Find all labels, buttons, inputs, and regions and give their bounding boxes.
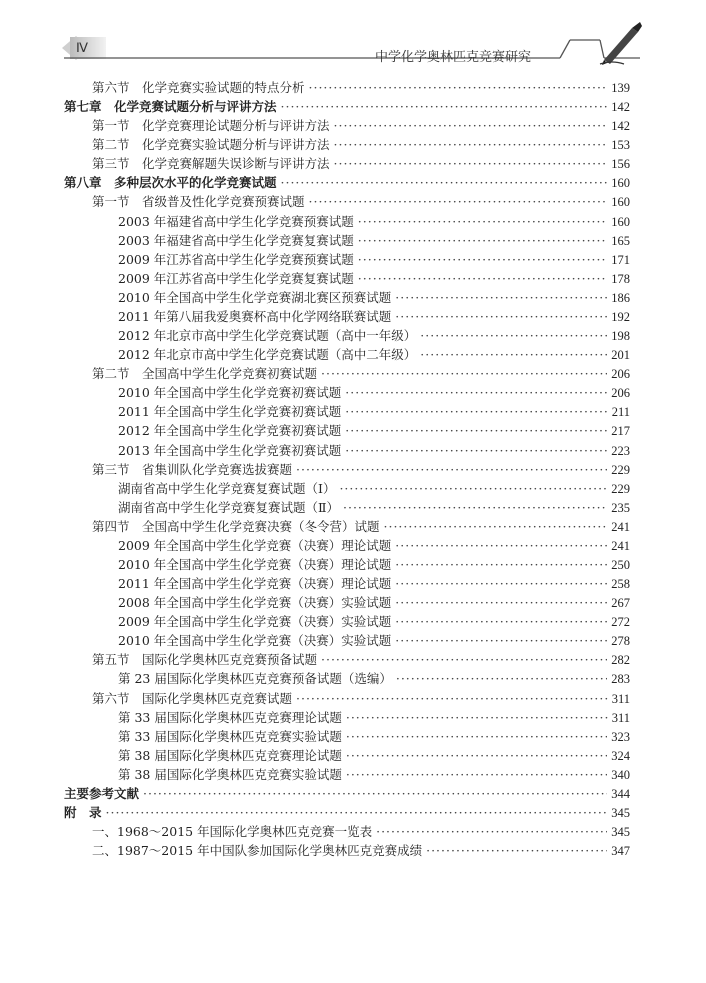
toc-section-entry bbox=[92, 689, 630, 708]
toc-item-entry bbox=[118, 326, 630, 345]
toc-entry-page: 217 bbox=[611, 424, 630, 439]
dot-leader bbox=[384, 519, 608, 534]
toc-entry-title: 第六节 化学竞赛实验试题的特点分析 bbox=[92, 80, 305, 95]
toc-entry-title: 二、1987～2015 年中国队参加国际化学奥林匹克竞赛成绩 bbox=[92, 843, 423, 859]
dot-leader bbox=[345, 385, 607, 400]
dot-leader bbox=[420, 347, 607, 362]
dot-leader bbox=[395, 576, 607, 591]
toc-entry-title: 湖南省高中学生化学竞赛复赛试题（Ⅱ） bbox=[118, 499, 339, 515]
toc-entry-page: 142 bbox=[611, 119, 630, 134]
toc-item-entry bbox=[118, 536, 630, 555]
dot-leader bbox=[309, 80, 608, 95]
dot-leader bbox=[395, 614, 607, 629]
dot-leader bbox=[346, 710, 608, 725]
toc-item-entry bbox=[118, 402, 630, 421]
toc-entry-title: 第 38 届国际化学奥林匹克竞赛理论试题 bbox=[118, 747, 342, 763]
dot-leader bbox=[143, 786, 607, 801]
toc-section-entry bbox=[92, 135, 630, 154]
toc-entry-title: 2011 年第八届我爱奥赛杯高中化学网络联赛试题 bbox=[118, 308, 392, 324]
toc-entry-page: 282 bbox=[611, 653, 630, 668]
toc-chapter-entry bbox=[64, 97, 630, 116]
toc-entry-page: 165 bbox=[611, 233, 630, 248]
dot-leader bbox=[296, 462, 607, 477]
dot-leader bbox=[321, 652, 607, 667]
toc-entry-page: 311 bbox=[611, 710, 630, 725]
toc-item-entry bbox=[118, 746, 630, 765]
toc-entry-title: 第七章 化学竞赛试题分析与评讲方法 bbox=[64, 99, 277, 115]
toc-entry-title: 2003 年福建省高中学生化学竞赛预赛试题 bbox=[118, 213, 354, 229]
toc-entry-page: 258 bbox=[611, 577, 630, 592]
toc-entry-title: 第四节 全国高中学生化学竞赛决赛（冬令营）试题 bbox=[92, 518, 380, 534]
dot-leader bbox=[395, 595, 607, 610]
toc-entry-page: 160 bbox=[611, 195, 630, 210]
toc-entry-title: 第 33 届国际化学奥林匹克竞赛实验试题 bbox=[118, 728, 342, 744]
dot-leader bbox=[334, 118, 608, 133]
toc-entry-page: 171 bbox=[611, 252, 630, 267]
pen-icon bbox=[598, 20, 644, 66]
toc-entry-title: 第 38 届国际化学奥林匹克竞赛实验试题 bbox=[118, 766, 342, 782]
toc-entry-title: 第 23 届国际化学奥林匹克竞赛预备试题（选编） bbox=[118, 671, 392, 687]
toc-section-entry bbox=[92, 517, 630, 536]
toc-entry-title: 2013 年全国高中学生化学竞赛初赛试题 bbox=[118, 442, 342, 458]
toc-section-entry bbox=[92, 192, 630, 211]
toc-entry-title: 2012 年北京市高中学生化学竞赛试题（高中一年级） bbox=[118, 328, 417, 344]
dot-leader bbox=[281, 99, 608, 114]
dot-leader bbox=[358, 252, 607, 267]
toc-entry-title: 第六节 国际化学奥林匹克竞赛试题 bbox=[92, 690, 293, 706]
page-header bbox=[0, 0, 706, 80]
toc-entry-title: 第一节 化学竞赛理论试题分析与评讲方法 bbox=[92, 118, 330, 134]
toc-item-entry bbox=[118, 421, 630, 440]
toc-entry-title: 第 33 届国际化学奥林匹克竞赛理论试题 bbox=[118, 709, 342, 725]
dot-leader bbox=[343, 500, 607, 515]
toc-entry-title: 2010 年全国高中学生化学竞赛初赛试题 bbox=[118, 385, 342, 401]
toc-entry-page: 198 bbox=[611, 329, 630, 344]
toc-entry-title: 2011 年全国高中学生化学竞赛初赛试题 bbox=[118, 404, 342, 420]
toc-section-entry bbox=[92, 460, 630, 479]
toc-item-entry bbox=[118, 612, 630, 631]
dot-leader bbox=[281, 175, 608, 190]
toc-entry-page: 153 bbox=[611, 138, 630, 153]
dot-leader bbox=[396, 671, 607, 686]
toc-section-entry bbox=[92, 78, 630, 97]
toc-entry-title: 第三节 省集训队化学竞赛选拔赛题 bbox=[92, 461, 293, 477]
toc-entry-title: 2009 年江苏省高中学生化学竞赛复赛试题 bbox=[118, 270, 354, 286]
dot-leader bbox=[296, 691, 608, 706]
toc-entry-page: 345 bbox=[611, 825, 630, 840]
dot-leader bbox=[334, 137, 608, 152]
toc-entry-page: 241 bbox=[611, 519, 630, 534]
toc-entry-title: 附 录 bbox=[64, 805, 102, 821]
toc-entry-title: 2010 年全国高中学生化学竞赛湖北赛区预赛试题 bbox=[118, 289, 392, 305]
toc-entry-title: 第二节 化学竞赛实验试题分析与评讲方法 bbox=[92, 137, 330, 153]
toc-entry-page: 324 bbox=[611, 748, 630, 763]
toc-entry-title: 第五节 国际化学奥林匹克竞赛预备试题 bbox=[92, 652, 318, 668]
dot-leader bbox=[339, 481, 607, 496]
toc-entry-title: 2010 年全国高中学生化学竞赛（决赛）实验试题 bbox=[118, 633, 392, 649]
dot-leader bbox=[426, 843, 607, 858]
toc-item-entry bbox=[118, 383, 630, 402]
dot-leader bbox=[334, 156, 608, 171]
toc-entry-page: 192 bbox=[611, 309, 630, 324]
toc-entry-page: 229 bbox=[611, 481, 630, 496]
toc-entry-title: 第二节 全国高中学生化学竞赛初赛试题 bbox=[92, 366, 318, 382]
toc-entry-page: 211 bbox=[611, 405, 630, 420]
toc-item-entry bbox=[118, 765, 630, 784]
toc-item-entry bbox=[118, 288, 630, 307]
toc-item-entry bbox=[118, 669, 630, 688]
toc-section-entry bbox=[92, 364, 630, 383]
dot-leader bbox=[345, 423, 607, 438]
toc-item-entry bbox=[118, 269, 630, 288]
toc-section-entry bbox=[92, 116, 630, 135]
toc-entry-page: 267 bbox=[611, 596, 630, 611]
toc-entry-page: 283 bbox=[611, 672, 630, 687]
toc-item-entry bbox=[118, 441, 630, 460]
toc-entry-page: 206 bbox=[611, 367, 630, 382]
toc-entry-page: 178 bbox=[611, 271, 630, 286]
dot-leader bbox=[395, 309, 607, 324]
toc-entry-title: 2009 年江苏省高中学生化学竞赛预赛试题 bbox=[118, 251, 354, 267]
toc-entry-page: 344 bbox=[611, 786, 630, 801]
toc-entry-title: 2009 年全国高中学生化学竞赛（决赛）理论试题 bbox=[118, 537, 392, 553]
toc-item-entry bbox=[118, 727, 630, 746]
page-number: Ⅳ bbox=[76, 40, 88, 55]
toc-entry-title: 2012 年全国高中学生化学竞赛初赛试题 bbox=[118, 423, 342, 439]
toc-item-entry bbox=[118, 479, 630, 498]
toc-entry-title: 2012 年北京市高中学生化学竞赛试题（高中二年级） bbox=[118, 347, 417, 363]
toc-item-entry bbox=[118, 250, 630, 269]
dot-leader bbox=[395, 290, 607, 305]
dot-leader bbox=[309, 194, 608, 209]
toc-entry-page: 156 bbox=[611, 157, 630, 172]
toc-entry-page: 206 bbox=[611, 386, 630, 401]
toc-entry-page: 272 bbox=[611, 615, 630, 630]
toc-entry-page: 186 bbox=[611, 290, 630, 305]
toc-entry-page: 311 bbox=[611, 691, 630, 706]
toc-entry-page: 347 bbox=[611, 844, 630, 859]
toc-item-entry bbox=[118, 231, 630, 250]
toc-entry-page: 223 bbox=[611, 443, 630, 458]
toc-entry-page: 229 bbox=[611, 462, 630, 477]
toc-item-entry bbox=[118, 593, 630, 612]
toc-entry-page: 160 bbox=[611, 214, 630, 229]
toc-entry-title: 湖南省高中学生化学竞赛复赛试题（Ⅰ） bbox=[118, 480, 336, 496]
toc-item-entry bbox=[118, 708, 630, 727]
toc-item-entry bbox=[118, 345, 630, 364]
dot-leader bbox=[395, 633, 607, 648]
toc-section-entry bbox=[92, 650, 630, 669]
toc-entry-page: 278 bbox=[611, 634, 630, 649]
dot-leader bbox=[346, 748, 607, 763]
dot-leader bbox=[420, 328, 607, 343]
toc-item-entry bbox=[118, 574, 630, 593]
toc-entry-title: 第八章 多种层次水平的化学竞赛试题 bbox=[64, 175, 277, 191]
dot-leader bbox=[376, 824, 607, 839]
toc-chapter-entry bbox=[64, 784, 630, 803]
dot-leader bbox=[395, 538, 607, 553]
toc-section-entry bbox=[92, 841, 630, 860]
toc-item-entry bbox=[118, 498, 630, 517]
toc-entry-title: 2011 年全国高中学生化学竞赛（决赛）理论试题 bbox=[118, 576, 392, 592]
toc-section-entry bbox=[92, 822, 630, 841]
dot-leader bbox=[346, 729, 607, 744]
toc-entry-page: 142 bbox=[611, 100, 630, 115]
toc-entry-page: 235 bbox=[611, 500, 630, 515]
toc-entry-title: 主要参考文献 bbox=[64, 785, 140, 801]
toc-entry-title: 2010 年全国高中学生化学竞赛（决赛）理论试题 bbox=[118, 557, 392, 572]
toc-entry-title: 第一节 省级普及性化学竞赛预赛试题 bbox=[92, 194, 305, 210]
toc-entry-page: 160 bbox=[611, 176, 630, 191]
dot-leader bbox=[106, 805, 608, 820]
dot-leader bbox=[395, 557, 607, 572]
dot-leader bbox=[358, 214, 607, 229]
dot-leader bbox=[345, 404, 607, 419]
toc-chapter-entry bbox=[64, 173, 630, 192]
toc-entry-page: 250 bbox=[611, 558, 630, 572]
toc-chapter-entry bbox=[64, 803, 630, 822]
toc-entry-page: 201 bbox=[611, 348, 630, 363]
running-title: 中学化学奥林匹克竞赛研究 bbox=[375, 50, 532, 65]
toc-entry-page: 340 bbox=[611, 767, 630, 782]
toc-entry-page: 241 bbox=[611, 538, 630, 553]
toc-entry-title: 2008 年全国高中学生化学竞赛（决赛）实验试题 bbox=[118, 595, 392, 611]
dot-leader bbox=[358, 271, 607, 286]
toc-entry-title: 第三节 化学竞赛解题失误诊断与评讲方法 bbox=[92, 156, 330, 172]
dot-leader bbox=[358, 233, 607, 248]
toc-section-entry bbox=[92, 154, 630, 173]
toc-entry-page: 323 bbox=[611, 729, 630, 744]
dot-leader bbox=[345, 443, 607, 458]
toc-entry-title: 2003 年福建省高中学生化学竞赛复赛试题 bbox=[118, 232, 354, 248]
toc-item-entry bbox=[118, 307, 630, 326]
toc-item-entry bbox=[118, 555, 630, 574]
toc-entry-page: 345 bbox=[611, 806, 630, 821]
dot-leader bbox=[321, 366, 607, 381]
toc-item-entry bbox=[118, 212, 630, 231]
toc-entry-title: 2009 年全国高中学生化学竞赛（决赛）实验试题 bbox=[118, 614, 392, 630]
dot-leader bbox=[346, 767, 607, 782]
toc-entry-page: 139 bbox=[611, 81, 630, 95]
toc-item-entry bbox=[118, 631, 630, 650]
toc-entry-title: 一、1968～2015 年国际化学奥林匹克竞赛一览表 bbox=[92, 824, 373, 840]
